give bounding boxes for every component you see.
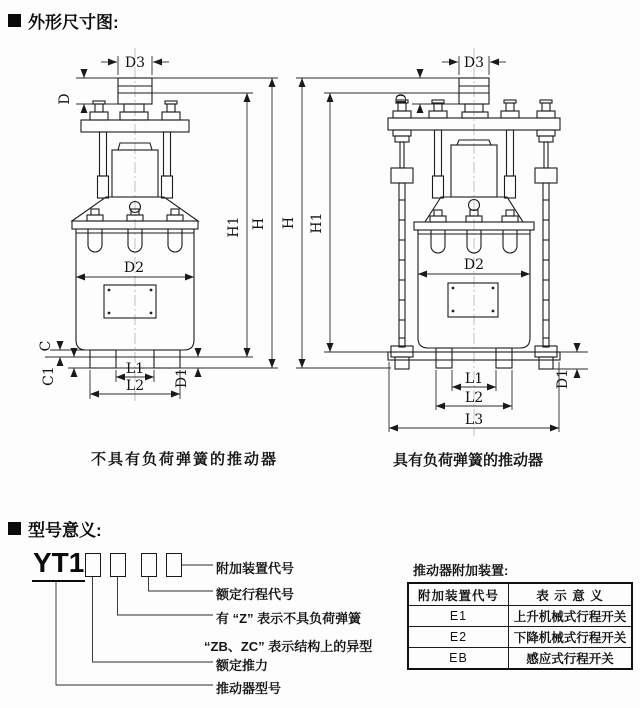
dim-label-c1-left: C1 (41, 366, 57, 386)
dim-label-d2-left: D2 (123, 260, 145, 276)
left-drawing-caption: 不具有负荷弹簧的推动器 (91, 451, 279, 468)
table-row (408, 648, 632, 670)
model-box-1 (85, 553, 101, 577)
dim-label-d3-left: D3 (124, 55, 146, 71)
dim-label-h1-right: H1 (309, 212, 325, 234)
attachment-code: E1 (408, 606, 509, 627)
table-header-row (408, 583, 632, 606)
attachment-meaning: 下降机械式行程开关 (509, 627, 633, 648)
model-label-stroke-code: 额定行程代号 (216, 587, 295, 602)
dims-section-title-text: 外形尺寸图: (28, 13, 119, 32)
dim-label-l1-right: L1 (464, 371, 484, 387)
model-box-4 (166, 553, 182, 577)
table-header-code: 附加装置代号 (408, 583, 509, 606)
model-label-attachment-code: 附加装置代号 (216, 561, 295, 576)
dim-label-l3-right: L3 (464, 412, 484, 428)
dim-label-l2-left: L2 (125, 378, 145, 394)
table-row (408, 627, 632, 648)
table-row (408, 606, 632, 627)
dim-label-d1-left: D1 (174, 367, 190, 389)
dim-label-l1-left: L1 (125, 361, 145, 377)
dim-label-d2-right: D2 (463, 257, 485, 273)
attachment-meaning: 上升机械式行程开关 (509, 606, 633, 627)
model-section-title-text: 型号意义: (28, 521, 102, 540)
model-prefix: YT1 (32, 549, 85, 582)
model-label-rated-thrust: 额定推力 (216, 658, 269, 673)
dim-label-h1-left: H1 (226, 216, 242, 238)
dim-label-h-left: H (251, 217, 267, 231)
dim-label-l2-right: L2 (464, 390, 484, 406)
model-label-zb-zc-variant: “ZB、ZC” 表示结构上的异型 (204, 639, 373, 654)
attachment-code: EB (408, 648, 509, 670)
attachment-code: E2 (408, 627, 509, 648)
dim-label-d-right: D (394, 93, 410, 105)
dim-label-d3-right: D3 (463, 55, 485, 71)
model-label-device-model: 推动器型号 (216, 681, 282, 696)
dim-label-d1-right: D1 (555, 368, 571, 390)
model-box-2 (110, 553, 126, 577)
dim-label-c-left: C (38, 340, 54, 352)
attachment-table-title: 推动器附加装置: (413, 563, 509, 578)
table-header-meaning: 表 示 意 义 (509, 583, 633, 606)
dim-label-h-right: H (281, 216, 297, 230)
attachment-table (407, 582, 633, 670)
dim-label-d-left: D (57, 93, 73, 105)
right-drawing-caption: 具有负荷弹簧的推动器 (393, 452, 544, 469)
model-box-3 (141, 553, 157, 577)
model-label-z-no-spring: 有 “Z” 表示不具负荷弹簧 (216, 611, 362, 626)
attachment-meaning: 感应式行程开关 (509, 648, 633, 670)
